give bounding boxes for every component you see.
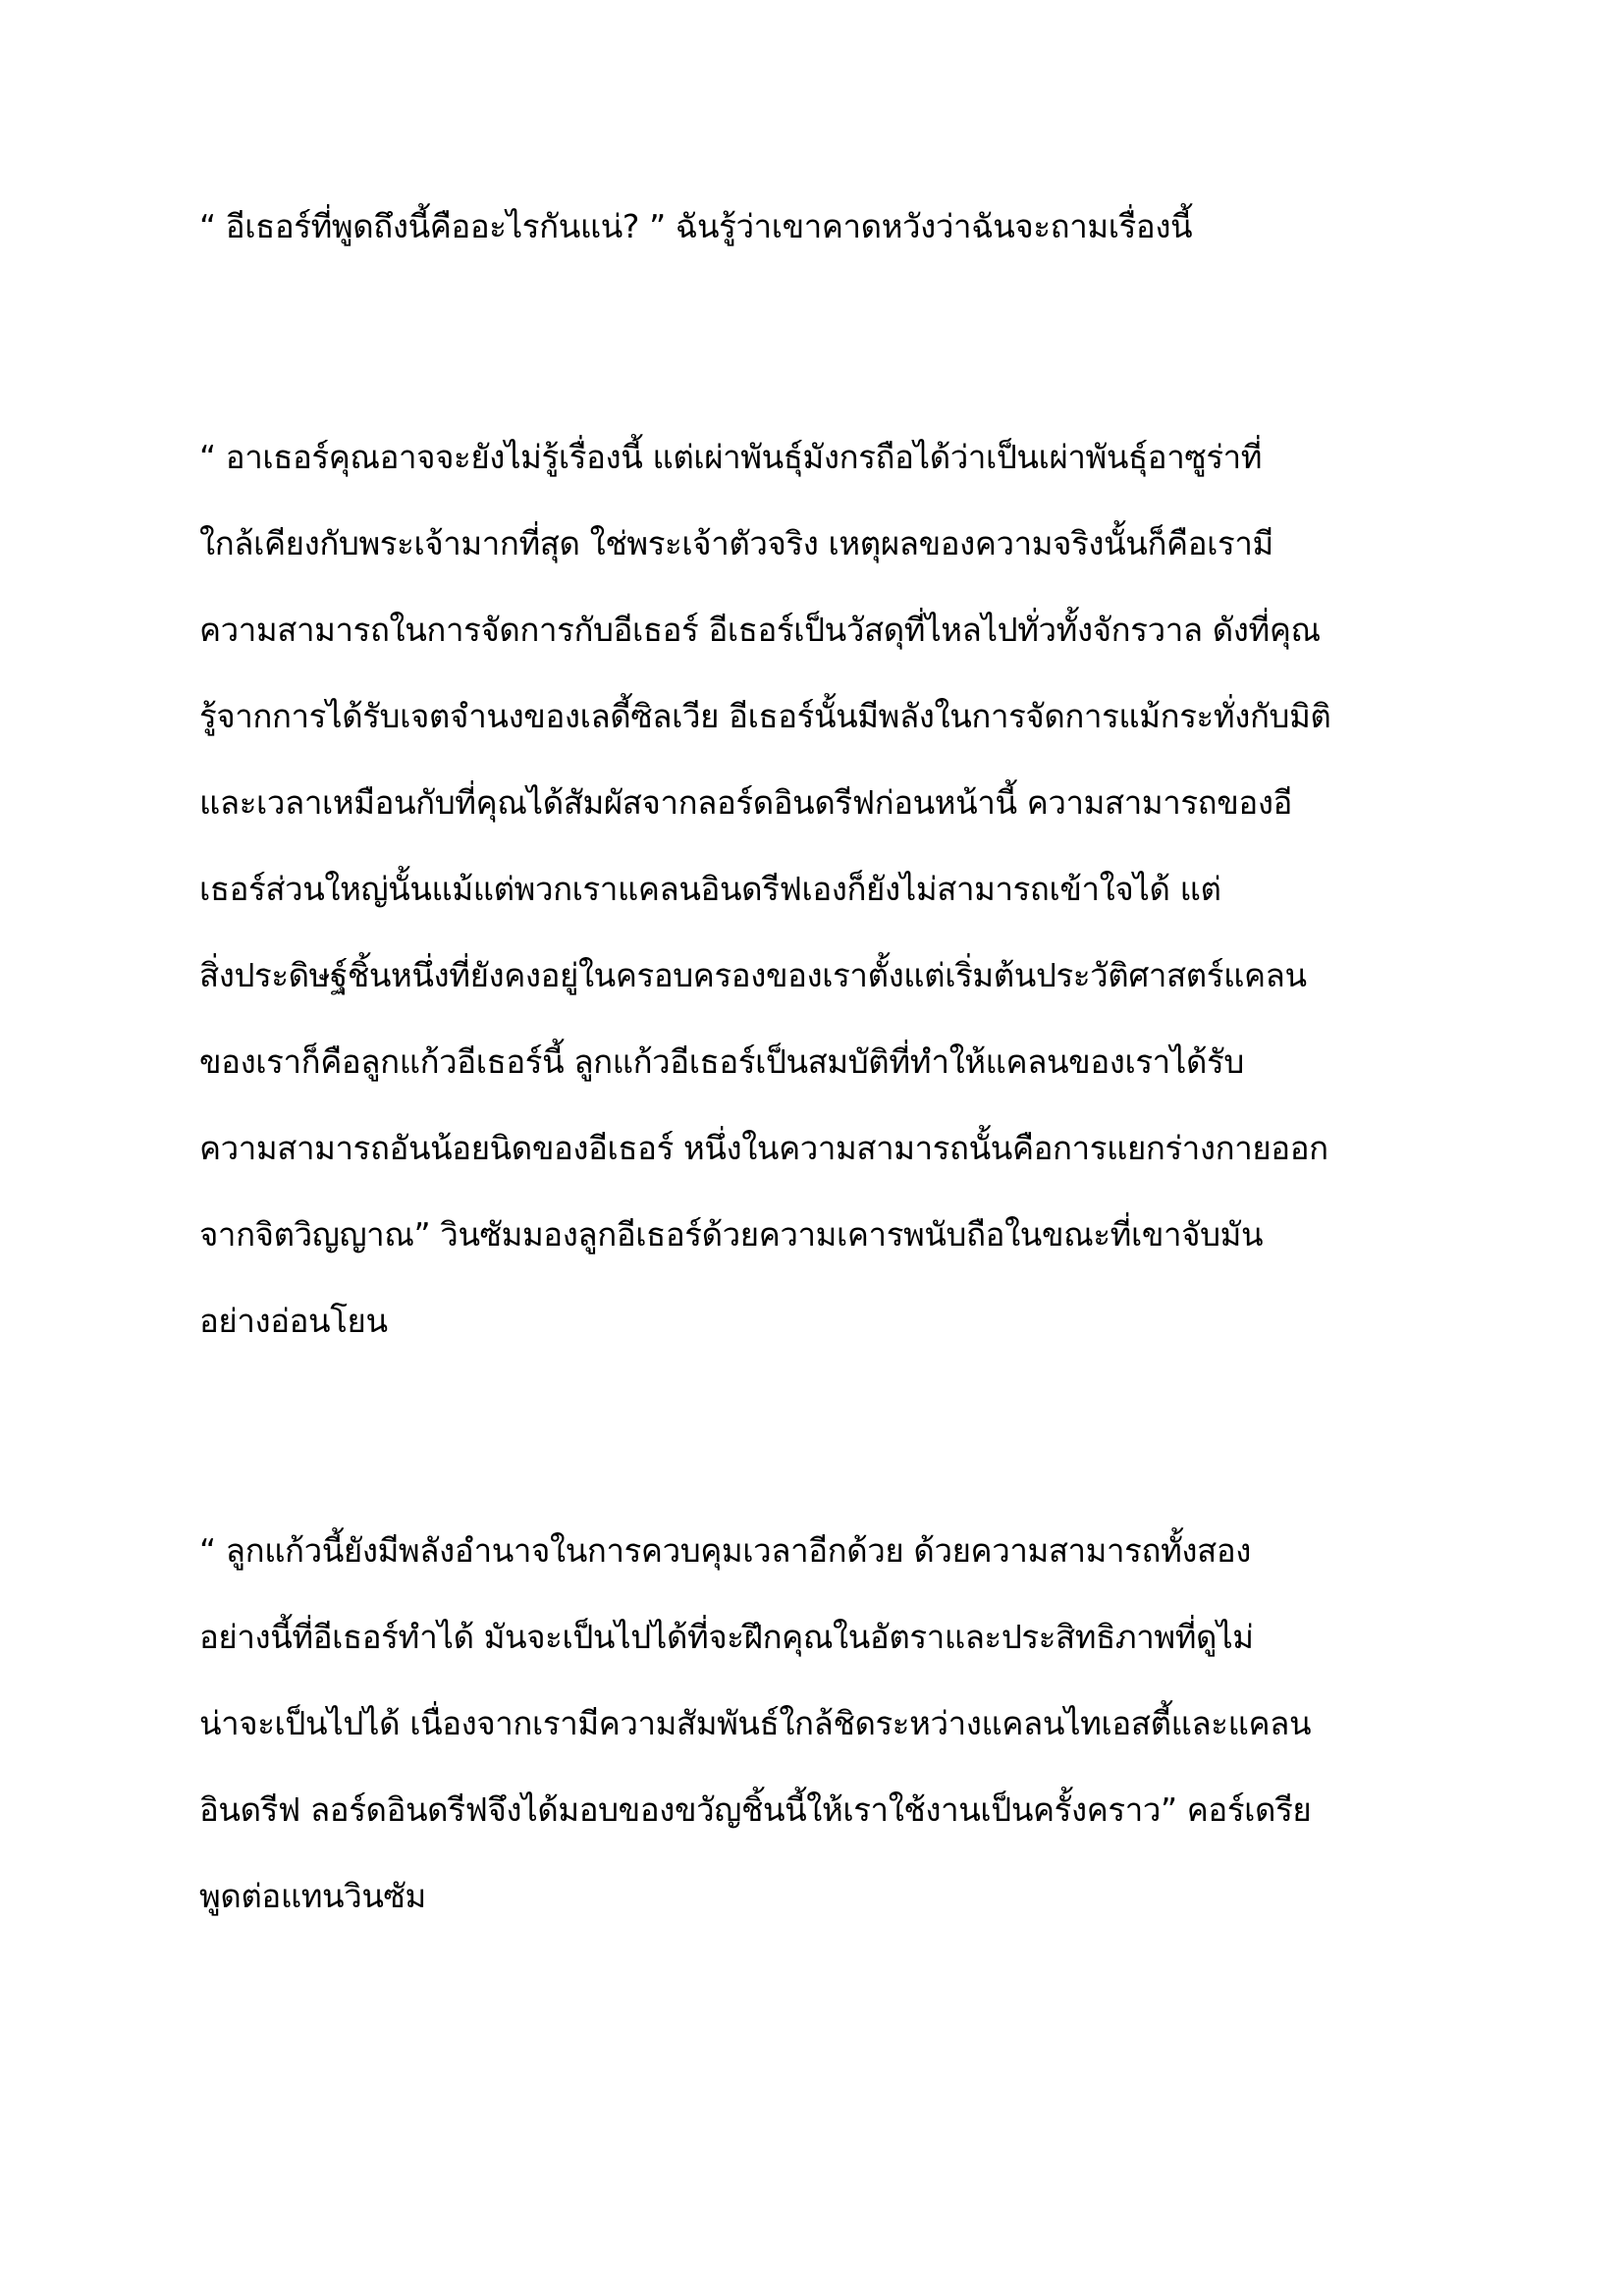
paragraph-2-line-2: ใกล้เคียงกับพระเจ้ามากที่สุด ใช่พระเจ้าตัวจริง เหตุผลของความจริงนั้นก็คือเรามี — [199, 524, 1273, 562]
paragraph-3-line-2: อย่างนี้ที่อีเธอร์ทำได้ มันจะเป็นไปได้ที่จะฝึกคุณในอัตราและประสิทธิภาพที่ดูไม่ — [199, 1618, 1254, 1656]
paragraph-2-line-4: รู้จากการได้รับเจตจำนงของเลดี้ซิลเวีย อีเธอร์นั้นมีพลังในการจัดการแม้กระทั่งกับมิติ — [199, 697, 1331, 735]
paragraph-2-line-11: อย่างอ่อนโยน — [199, 1302, 388, 1340]
paragraph-2-line-5: และเวลาเหมือนกับที่คุณได้สัมผัสจากลอร์ดอินดรีฟก่อนหน้านี้ ความสามารถของอี — [199, 783, 1292, 822]
paragraph-2-line-8: ของเราก็คือลูกแก้วอีเธอร์นี้ ลูกแก้วอีเธอร์เป็นสมบัติที่ทำให้แคลนของเราได้รับ — [199, 1042, 1244, 1081]
paragraph-2-line-9: ความสามารถอันน้อยนิดของอีเธอร์ หนึ่งในความสามารถนั้นคือการแยกร่างกายออก — [199, 1129, 1328, 1167]
paragraph-2-line-1: “ อาเธอร์คุณอาจจะยังไม่รู้เรื่องนี้ แต่เผ่าพันธุ์มังกรถือได้ว่าเป็นเผ่าพันธุ์อาซูร่าที่ — [199, 438, 1263, 476]
paragraph-3-line-4: อินดรีฟ ลอร์ดอินดรีฟจึงได้มอบของขวัญชิ้นนี้ให้เราใช้งานเป็นครั้งคราว” คอร์เดรีย — [199, 1790, 1312, 1829]
paragraph-1-line-1: “ อีเธอร์ที่พูดถึงนี้คืออะไรกันแน่? ” ฉันรู้ว่าเขาคาดหวังว่าฉันจะถามเรื่องนี้ — [199, 207, 1193, 245]
paragraph-2-line-3: ความสามารถในการจัดการกับอีเธอร์ อีเธอร์เป็นวัสดุที่ไหลไปทั่วทั้งจักรวาล ดังที่คุณ — [199, 611, 1321, 649]
paragraph-2-line-10: จากจิตวิญญาณ” วินซัมมองลูกอีเธอร์ด้วยความเคารพนับถือในขณะที่เขาจับมัน — [199, 1215, 1264, 1254]
paragraph-3-line-3: น่าจะเป็นไปได้ เนื่องจากเรามีความสัมพันธ์ใกล้ชิดระหว่างแคลนไทเอสตี้และแคลน — [199, 1704, 1312, 1742]
paragraph-2-line-7: สิ่งประดิษฐ์ชิ้นหนึ่งที่ยังคงอยู่ในครอบครองของเราตั้งแต่เริ่มต้นประวัติศาสตร์แคลน — [199, 956, 1307, 994]
paragraph-3-line-5: พูดต่อแทนวินซัม — [199, 1877, 426, 1915]
paragraph-3-line-1: “ ลูกแก้วนี้ยังมีพลังอำนาจในการควบคุมเวลาอีกด้วย ด้วยความสามารถทั้งสอง — [199, 1531, 1252, 1570]
paragraph-2-line-6: เธอร์ส่วนใหญ่นั้นแม้แต่พวกเราแคลนอินดรีฟเองก็ยังไม่สามารถเข้าใจได้ แต่ — [199, 870, 1221, 908]
